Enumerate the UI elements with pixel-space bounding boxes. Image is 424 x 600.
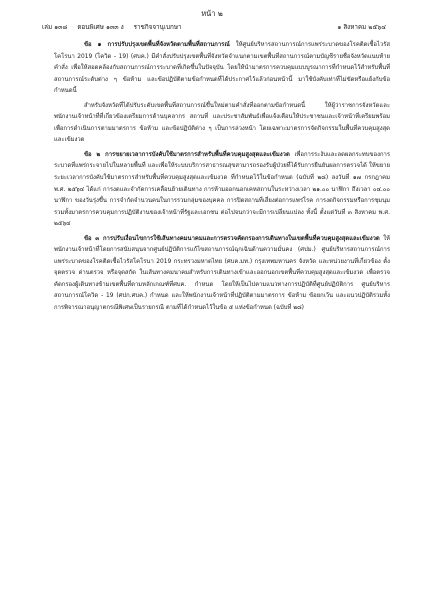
clause-2 [54, 150, 390, 231]
paragraph-2 [54, 101, 390, 147]
paragraph-text: สำหรับจังหวัดที่ได้ปรับระดับเขตพื้นที่สถานการณ์ขึ้นใหม่ตามคำสั่งที่ออกตามข้อกำหนดนี้ ให้ผู้ว่าราชการจังหวัดและพนักงานเจ้าหน้าที่ที่เกี่ยวข้องเตรียมการด้านบุคลากร สถานที่ และประชาสัมพันธ์เพื่อแจ้งเตือนให้ประชาชนและเจ้าหน้าที่เตรียมพร้อมเพื่อการดำเนินการตามมาตรการ ข้อห้าม และข้อปฏิบัติต่าง ๆ เป็นการล่วงหน้า โดยเฉพาะมาตรการจัดกิจกรรมในพื้นที่ควบคุมสูงสุดและเข้มงวด [54, 102, 390, 144]
publication-date: ๑ สิงหาคม ๒๕๖๔ [337, 24, 386, 31]
volume-label: เล่ม ๑๓๘ [42, 24, 68, 31]
clause-heading: ข้อ ๑ การปรับปรุงเขตพื้นที่จังหวัดตามพื้นที่สถานการณ์ [84, 42, 230, 48]
clause-heading: ข้อ ๓ การปรับเงื่อนไขการใช้เส้นทางคมนาคมและการตรวจคัดกรองการเดินทางในเขตพื้นที่ควบคุมสูงสุดและเข้มงวด [84, 235, 380, 242]
gazette-name: ราชกิจจานุเบกษา [133, 24, 182, 31]
clause-3 [54, 234, 390, 315]
section-label: ตอนพิเศษ ๑๓๓ ง [77, 24, 124, 31]
clause-text: ให้พนักงานเจ้าหน้าที่โดยการสนับสนุนจากศูนย์ปฏิบัติการแก้ไขสถานการณ์ฉุกเฉินด้านความมั่นคง (ศปม.) ศูนย์บริหารสถานการณ์การแพร่ระบาดของโรคติดเชื้อไวรัสโคโรนา 2019 กระทรวงมหาดไทย (ศบค.มท.) กรุงเทพมหานคร จังหวัด และหน่วยงานที่เกี่ยวข้อง ตั้งจุดตรวจ ด่านตรวจ หรือจุดสกัด ในเส้นทางคมนาคมสำหรับการเดินทางเข้าและออกนอกเขตพื้นที่ควบคุมสูงสุดและเข้มงวด เพื่อตรวจคัดกรองผู้เดินทางข้ามเขตพื้นที่ตามหลักเกณฑ์ที่ศบค. กำหนด โดยให้เป็นไปตามแนวทางการปฏิบัติที่ศูนย์ปฏิบัติการ ศูนย์บริหารสถานการณ์โควิด - 19 (ศปก.ศบค.) กำหนด และให้พนักงานเจ้าหน้าที่ปฏิบัติตามมาตรการ ข้อห้าม ข้อยกเว้น และแนวปฏิบัติรวมทั้งการพิจารณาอนุญาตกรณีพิเศษเป็นรายกรณี ตามที่ได้กำหนดไว้ในข้อ ๕ แห่งข้อกำหนด (ฉบับที่ ๒๘) [54, 235, 391, 312]
clause-text: ให้ศูนย์บริหารสถานการณ์การแพร่ระบาดของโรคติดเชื้อไวรัสโคโรนา 2019 (โควิด - 19) (ศบค.) มีคำสั่งปรับปรุงเขตพื้นที่จังหวัดจำแนกตามเขตพื้นที่สถานการณ์ตามบัญชีรายชื่อจังหวัดแนบท้ายคำสั่ง เพื่อให้สอดคล้องกับสถานการณ์การระบาดที่เกิดขึ้นในปัจจุบัน โดยให้นำมาตรการควบคุมแบบบูรณาการที่กำหนดไว้สำหรับพื้นที่สถานการณ์ระดับต่าง ๆ ข้อห้าม และข้อปฏิบัติตามข้อกำหนดที่ได้ประกาศไว้แล้วก่อนหน้านี้ มาใช้บังคับเท่าที่ไม่ขัดหรือแย้งกับข้อกำหนดนี้ [54, 42, 390, 95]
clause-1 [54, 40, 390, 98]
document-body [54, 40, 390, 315]
clause-heading: ข้อ ๒ การขยายเวลาการบังคับใช้มาตรการสำหรับพื้นที่ควบคุมสูงสุดและเข้มงวด [84, 151, 290, 158]
page-number: หน้า ๒ [201, 9, 223, 18]
clause-text: เพื่อการระงับและลดผลกระทบของการระบาดที่แพร่กระจายไปในหลายพื้นที่ และเพื่อให้ระบบบริการสาธารณสุขสามารถรองรับผู้ป่วยที่ได้รับการยืนยันผลการตรวจได้ ให้ขยายระยะเวลาการบังคับใช้มาตรการสำหรับพื้นที่ควบคุมสูงสุดและเข้มงวด ที่กำหนดไว้ในข้อกำหนด (ฉบับที่ ๒๘) ลงวันที่ ๑๗ กรกฎาคม พ.ศ. ๒๕๖๔ ได้แก่ การงดและจำกัดการเคลื่อนย้ายเดินทาง การห้ามออกนอกเคหสถานในระหว่างเวลา ๒๑.๐๐ นาฬิกา ถึงเวลา ๐๔.๐๐ นาฬิกา ของวันรุ่งขึ้น การจำกัดจำนวนคนในการรวมกลุ่มของบุคคล การปิดสถานที่เสี่ยงต่อการแพร่โรค การงดกิจกรรมหรือการชุมนุม รวมทั้งมาตรการควบคุมการปฏิบัติงานของเจ้าหน้าที่รัฐและเอกชน ต่อไปจนกว่าจะมีการเปลี่ยนแปลง ทั้งนี้ ตั้งแต่วันที่ ๓ สิงหาคม พ.ศ. ๒๕๖๔ [54, 151, 391, 228]
gazette-header [42, 22, 386, 32]
